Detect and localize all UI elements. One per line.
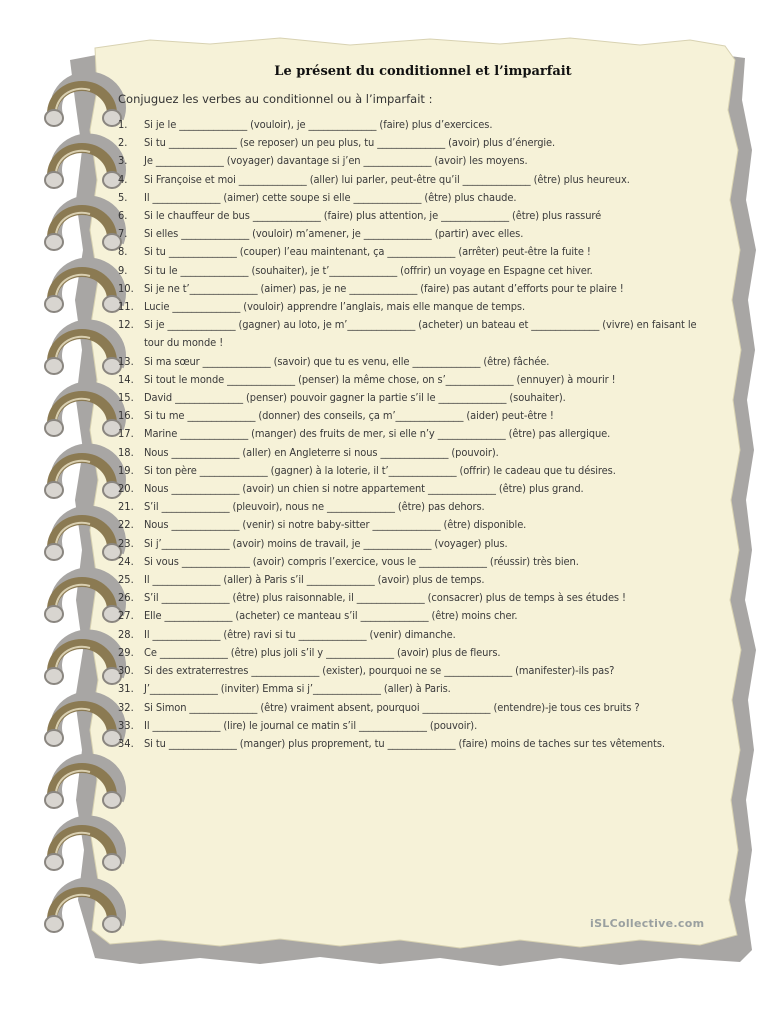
exercise-item xyxy=(118,644,718,662)
exercise-item xyxy=(118,407,718,425)
exercise-item xyxy=(118,316,718,352)
exercise-item xyxy=(118,389,718,407)
exercise-item xyxy=(118,171,718,189)
exercise-number: 32. xyxy=(118,700,134,714)
exercise-number: 31. xyxy=(118,682,134,696)
exercise-item xyxy=(118,498,718,516)
exercise-item xyxy=(118,516,718,534)
exercise-text: S’il ______________ (être) plus raisonnable, il ______________ (consacrer) plus de temps à ses études ! xyxy=(144,591,626,605)
exercise-number: 15. xyxy=(118,391,134,405)
exercise-number: 14. xyxy=(118,372,134,386)
exercise-text: S’il ______________ (pleuvoir), nous ne ______________ (être) pas dehors. xyxy=(144,500,485,514)
exercise-text: Si vous ______________ (avoir) compris l’exercice, vous le ______________ (réussir) très bien. xyxy=(144,554,579,568)
worksheet-content xyxy=(118,64,718,753)
exercise-item xyxy=(118,425,718,443)
exercise-text: Si elles ______________ (vouloir) m’amener, je ______________ (partir) avec elles. xyxy=(144,227,524,241)
exercise-number: 10. xyxy=(118,281,134,295)
exercise-text: Ce ______________ (être) plus joli s’il y ______________ (avoir) plus de fleurs. xyxy=(144,645,501,659)
exercise-text: Elle ______________ (acheter) ce manteau s’il ______________ (être) moins cher. xyxy=(144,609,518,623)
exercise-text: Si des extraterrestres ______________ (exister), pourquoi ne se ______________ (manifester)-ils pas? xyxy=(144,664,615,678)
exercise-item xyxy=(118,571,718,589)
exercise-item xyxy=(118,662,718,680)
spiral-ring-icon xyxy=(45,698,121,746)
exercise-number: 7. xyxy=(118,227,128,241)
exercise-item xyxy=(118,298,718,316)
exercise-text: Si tu ______________ (manger) plus proprement, tu ______________ (faire) moins de taches sur tes vêtements. xyxy=(144,736,665,750)
exercise-item xyxy=(118,280,718,298)
spiral-ring-icon xyxy=(45,822,121,870)
watermark: iSLCollective.com xyxy=(590,917,705,930)
spiral-ring-icon xyxy=(45,636,121,684)
exercise-number: 16. xyxy=(118,409,134,423)
exercise-number: 2. xyxy=(118,136,128,150)
exercise-text: Si j’______________ (avoir) moins de travail, je ______________ (voyager) plus. xyxy=(144,536,508,550)
exercise-number: 22. xyxy=(118,518,134,532)
exercise-number: 12. xyxy=(118,318,134,332)
spiral-ring-icon xyxy=(45,450,121,498)
exercise-number: 18. xyxy=(118,445,134,459)
exercise-item xyxy=(118,353,718,371)
spiral-ring-icon xyxy=(45,326,121,374)
exercise-item xyxy=(118,553,718,571)
exercise-number: 34. xyxy=(118,736,134,750)
exercise-item xyxy=(118,607,718,625)
exercise-text: Si tu ______________ (couper) l’eau maintenant, ça ______________ (arrêter) peut-être la fuite ! xyxy=(144,245,591,259)
exercise-number: 27. xyxy=(118,609,134,623)
exercise-number: 3. xyxy=(118,154,128,168)
exercise-text: Il ______________ (aller) à Paris s’il ______________ (avoir) plus de temps. xyxy=(144,573,485,587)
spiral-ring-icon xyxy=(45,202,121,250)
exercise-item xyxy=(118,462,718,480)
exercise-number: 1. xyxy=(118,118,128,131)
exercise-text: Si tu le ______________ (souhaiter), je t’______________ (offrir) un voyage en Espagne cet hiver. xyxy=(144,263,593,277)
exercise-item xyxy=(118,735,718,753)
exercise-number: 30. xyxy=(118,664,134,678)
exercise-text: Je ______________ (voyager) davantage si j’en ______________ (avoir) les moyens. xyxy=(144,154,528,168)
exercise-number: 11. xyxy=(118,300,134,314)
exercise-text: Si tout le monde ______________ (penser) la même chose, on s’______________ (ennuyer) à mourir ! xyxy=(144,372,616,386)
exercise-text: Si Françoise et moi ______________ (aller) lui parler, peut-être qu’il ______________ (être) plus heureux. xyxy=(144,172,630,186)
exercise-item xyxy=(118,116,718,134)
exercise-text: Si je ne t’______________ (aimer) pas, je ne ______________ (faire) pas autant d’efforts pour te plaire ! xyxy=(144,281,624,295)
spiral-ring-icon xyxy=(45,264,121,312)
exercise-number: 33. xyxy=(118,718,134,732)
exercise-number: 8. xyxy=(118,245,128,259)
spiral-ring-icon xyxy=(45,574,121,622)
exercise-number: 4. xyxy=(118,172,128,186)
exercise-item xyxy=(118,225,718,243)
exercise-item xyxy=(118,699,718,717)
exercise-list xyxy=(118,116,718,753)
exercise-text: Il ______________ (être) ravi si tu ______________ (venir) dimanche. xyxy=(144,627,456,641)
exercise-text: Si tu ______________ (se reposer) un peu plus, tu ______________ (avoir) plus d’énergie. xyxy=(144,136,556,150)
exercise-item xyxy=(118,134,718,152)
exercise-item xyxy=(118,589,718,607)
exercise-text: Lucie ______________ (vouloir) apprendre l’anglais, mais elle manque de temps. xyxy=(144,300,526,314)
exercise-number: 26. xyxy=(118,591,134,605)
exercise-text: Si je ______________ (gagner) au loto, je m’______________ (acheter) un bateau et ______________ (vivre) en faisant le tour du monde ! xyxy=(144,318,697,350)
exercise-text: Il ______________ (aimer) cette soupe si elle ______________ (être) plus chaude. xyxy=(144,190,517,204)
exercise-text: Si ma sœur ______________ (savoir) que tu es venu, elle ______________ (être) fâchée. xyxy=(144,354,550,368)
exercise-item xyxy=(118,717,718,735)
spiral-ring-icon xyxy=(45,884,121,932)
exercise-item xyxy=(118,243,718,261)
exercise-number: 23. xyxy=(118,536,134,550)
page-title: Le présent du conditionnel et l’imparfait xyxy=(274,64,572,79)
spiral-ring-icon xyxy=(45,512,121,560)
exercise-number: 9. xyxy=(118,263,128,277)
exercise-text: Nous ______________ (avoir) un chien si notre appartement ______________ (être) plus grand. xyxy=(144,482,584,496)
exercise-number: 28. xyxy=(118,627,134,641)
exercise-number: 5. xyxy=(118,190,128,204)
exercise-text: Nous ______________ (venir) si notre baby-sitter ______________ (être) disponible. xyxy=(144,518,527,532)
spiral-ring-icon xyxy=(45,388,121,436)
exercise-item xyxy=(118,207,718,225)
exercise-number: 25. xyxy=(118,573,134,587)
exercise-item xyxy=(118,152,718,170)
spiral-ring-icon xyxy=(45,140,121,188)
exercise-text: Si tu me ______________ (donner) des conseils, ça m’______________ (aider) peut-être ! xyxy=(144,409,554,423)
exercise-item xyxy=(118,535,718,553)
exercise-text: Si ton père ______________ (gagner) à la loterie, il t’______________ (offrir) le cadeau que tu désires. xyxy=(144,463,616,477)
exercise-item xyxy=(118,189,718,207)
exercise-text: Si je le ______________ (vouloir), je ______________ (faire) plus d’exercices. xyxy=(144,118,493,131)
exercise-text: Si Simon ______________ (être) vraiment absent, pourquoi ______________ (entendre)-je tous ces bruits ? xyxy=(144,700,640,714)
exercise-item xyxy=(118,626,718,644)
exercise-text: J’______________ (inviter) Emma si j’______________ (aller) à Paris. xyxy=(144,682,451,696)
instruction-text: Conjuguez les verbes au conditionnel ou à l’imparfait : xyxy=(118,92,433,106)
exercise-number: 13. xyxy=(118,354,134,368)
exercise-text: David ______________ (penser) pouvoir gagner la partie s’il le ______________ (souhaiter). xyxy=(144,391,566,405)
spiral-ring-icon xyxy=(45,760,121,808)
exercise-number: 21. xyxy=(118,500,134,514)
exercise-item xyxy=(118,480,718,498)
exercise-number: 19. xyxy=(118,463,134,477)
exercise-item xyxy=(118,371,718,389)
exercise-text: Si le chauffeur de bus ______________ (faire) plus attention, je ______________ (être) plus rassuré xyxy=(144,209,602,223)
spiral-ring-icon xyxy=(45,78,121,126)
exercise-number: 20. xyxy=(118,482,134,496)
exercise-number: 6. xyxy=(118,209,128,223)
exercise-text: Il ______________ (lire) le journal ce matin s’il ______________ (pouvoir). xyxy=(144,718,478,732)
exercise-number: 29. xyxy=(118,645,134,659)
exercise-number: 24. xyxy=(118,554,134,568)
exercise-item xyxy=(118,680,718,698)
exercise-number: 17. xyxy=(118,427,134,441)
exercise-item xyxy=(118,262,718,280)
exercise-item xyxy=(118,444,718,462)
exercise-text: Marine ______________ (manger) des fruits de mer, si elle n’y ______________ (être) pas allergique. xyxy=(144,427,611,441)
exercise-text: Nous ______________ (aller) en Angleterre si nous ______________ (pouvoir). xyxy=(144,445,499,459)
